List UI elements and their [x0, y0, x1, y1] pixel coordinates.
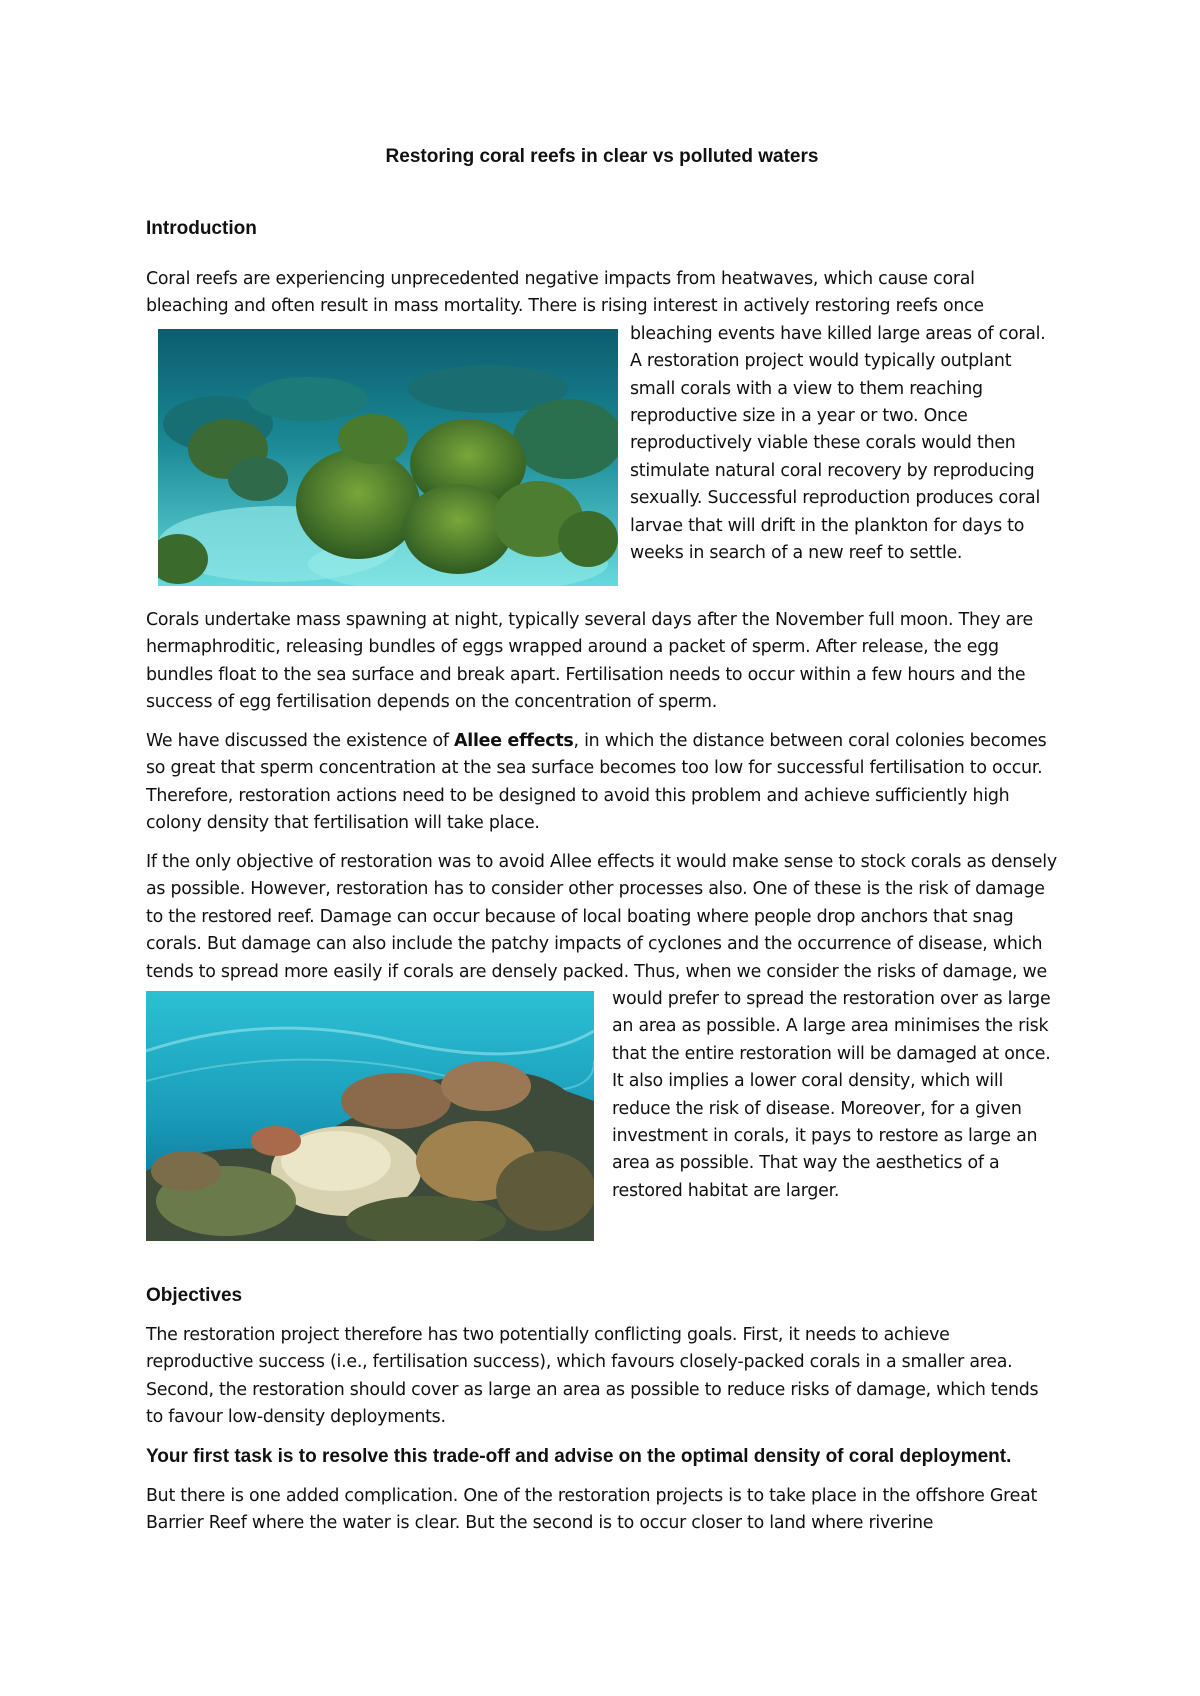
allee-effects-term: Allee effects — [454, 731, 574, 751]
document-title: Restoring coral reefs in clear vs polluted waters — [385, 146, 819, 167]
allee-sentence-rest: , in which the distance between coral colonies becomes so great that sperm concentration at the sea surface becomes too low for successful fertilisation to occur. Therefore, restoration actions need to be designed to avoid this problem and achieve sufficiently high colony density that fertilisation will take place. — [146, 731, 1047, 834]
text-wrap-spacer — [146, 987, 612, 1237]
objectives-paragraph-1: The restoration project therefore has two potentially conflicting goals. First, it needs to achieve reproductive success (i.e., fertilisation success), which favours closely-packed corals in a smaller area. Second, the restoration should cover as large an area as possible to reduce risks of damage, which tends to favour low-density deployments. — [146, 1325, 1039, 1428]
text-wrap-spacer — [146, 376, 630, 636]
intro-paragraph-1-text: Coral reefs are experiencing unprecedented negative impacts from heatwaves, which cause coral bleaching and often result in mass mortality. There is rising interest in actively restoring reefs once bleaching events have killed large areas of coral. A restoration project would typically outplant small corals with a view to them reaching reproductive size in a year or two. Once reproductively viable these corals would then stimulate natural coral recovery by reproducing sexually. Successful reproduction produces coral larvae that will drift in the plankton for days to weeks in search of a new reef to settle. — [146, 266, 1058, 567]
objectives-paragraph-2: But there is one added complication. One of the restoration projects is to take place in the offshore Great Barrier Reef where the water is clear. But the second is to occur closer to land where riverine — [146, 1486, 1038, 1534]
first-task-statement: Your first task is to resolve this trade-off and advise on the optimal density of coral deployment. — [146, 1446, 1012, 1467]
introduction-heading: Introduction — [146, 218, 257, 239]
intro-paragraph-2: Corals undertake mass spawning at night, typically several days after the November full moon. They are hermaphroditic, releasing bundles of eggs wrapped around a packet of sperm. After release, the egg bundles float to the sea surface and break apart. Fertilisation needs to occur within a few hours and the success of egg fertilisation depends on the concentration of sperm. — [146, 610, 1033, 713]
objectives-heading: Objectives — [146, 1285, 243, 1306]
intro-paragraph-3 — [146, 728, 1058, 838]
intro-paragraph-4: If the only objective of restoration was to avoid Allee effects it would make sense to stock corals as densely as possible. However, restoration has to consider other processes also. One of these is the risk of damage to the restored reef. Damage can occur because of local boating where people drop anchors that snag corals. But damage can also include the patchy impacts of cyclones and the occurrence of disease, which tends to spread more easily if corals are densely packed. Thus, when we consider the risks of damage, we would prefer to spread the restoration over as large an area as possible. A large area minimises the risk that the entire restoration will be damaged at once. It also implies a lower coral density, which will reduce the risk of disease. Moreover, for a given investment in corals, it pays to restore as large an area as possible. That way the aesthetics of a restored habitat are larger. — [146, 849, 1058, 1237]
intro-paragraph-1 — [146, 266, 1058, 636]
allee-sentence-start: We have discussed the existence of — [146, 731, 455, 751]
